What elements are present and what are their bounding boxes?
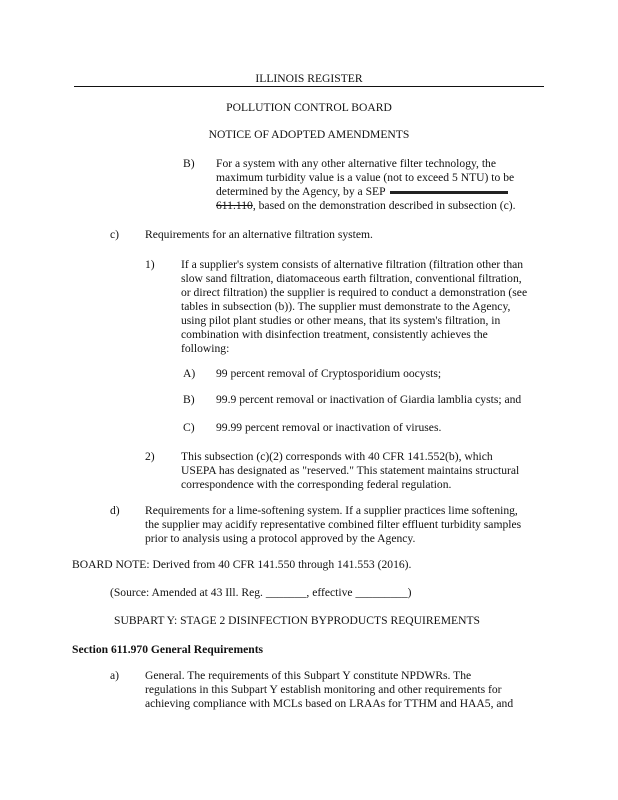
board-title: POLLUTION CONTROL BOARD <box>226 101 392 114</box>
d-line: prior to analysis using a protocol approved by the Agency. <box>145 532 416 545</box>
d-line: Requirements for a lime-softening system. If a supplier practices lime softening, <box>145 504 518 517</box>
c-item-text: Requirements for an alternative filtration system. <box>145 228 373 241</box>
c1-line: If a supplier's system consists of alternative filtration (filtration other than <box>181 258 524 271</box>
c1-item-a-text: 99 percent removal of Cryptosporidium oocysts; <box>216 367 442 380</box>
c2-line: correspondence with the corresponding federal regulation. <box>181 478 452 491</box>
a-line: achieving compliance with MCLs based on LRAAs for TTHM and HAA5, and <box>145 697 514 710</box>
struck-citation: 611.110 <box>216 199 253 212</box>
board-note <box>72 558 411 572</box>
d-item-text <box>145 504 521 546</box>
c2-label: 2) <box>145 450 155 463</box>
a-item-label: a) <box>110 669 120 682</box>
b-item-line4-rest: , based on the demonstration described in subsection (c). <box>252 199 516 212</box>
c1-item-c-text: 99.99 percent removal or inactivation of viruses. <box>216 421 442 434</box>
c1-line: slow sand filtration, diatomaceous earth filtration, conventional filtration, <box>181 272 522 285</box>
board-note-text: Derived from 40 CFR 141.550 through 141.553 (2016). <box>149 558 412 571</box>
c1-item-a-label: A) <box>183 367 196 380</box>
b-item-line <box>216 185 516 199</box>
subpart-heading: SUBPART Y: STAGE 2 DISINFECTION BYPRODUCTS REQUIREMENTS <box>114 614 480 627</box>
c2-line: This subsection (c)(2) corresponds with 40 CFR 141.552(b), which <box>181 450 493 463</box>
board-note-label: BOARD NOTE: <box>72 558 150 571</box>
source-line: (Source: Amended at 43 Ill. Reg. _______, effective _________) <box>110 586 412 599</box>
struck-text-redaction <box>390 191 508 194</box>
b-item-line3: determined by the Agency, by a SEP <box>216 185 386 198</box>
c1-line: following: <box>181 342 230 355</box>
c2-text <box>181 450 519 492</box>
d-item-label: d) <box>110 504 120 517</box>
notice-title: NOTICE OF ADOPTED AMENDMENTS <box>208 128 410 141</box>
b-item-line: For a system with any other alternative filter technology, the <box>216 157 496 170</box>
c1-item-b-text: 99.9 percent removal or inactivation of Giardia lamblia cysts; and <box>216 393 522 406</box>
c2-line: USEPA has designated as "reserved." This statement maintains structural <box>181 464 520 477</box>
c1-item-b-label: B) <box>183 393 195 406</box>
b-item-line: maximum turbidity value is a value (not to exceed 5 NTU) to be <box>216 171 515 184</box>
c1-item-c-label: C) <box>183 421 195 434</box>
register-title: ILLINOIS REGISTER <box>255 72 363 85</box>
c1-label: 1) <box>145 258 155 271</box>
c1-line: or direct filtration) the supplier is required to conduct a demonstration (see <box>181 286 528 299</box>
a-line: regulations in this Subpart Y establish monitoring and other requirements for <box>145 683 502 696</box>
c-item-label: c) <box>110 228 120 241</box>
b-item-line <box>216 199 516 213</box>
a-line: General. The requirements of this Subpart Y constitute NPDWRs. The <box>145 669 472 682</box>
c1-line: combination with disinfection treatment, consistently achieves the <box>181 328 488 341</box>
c1-line: using pilot plant studies or other means, that its system's filtration, in <box>181 314 501 327</box>
a-item-text <box>145 669 513 711</box>
b-item-text <box>216 157 516 213</box>
section-heading: Section 611.970 General Requirements <box>72 643 264 656</box>
d-line: the supplier may acidify representative combined filter effluent turbidity samples <box>145 518 522 531</box>
header-rule <box>74 86 544 87</box>
b-item-label: B) <box>183 157 195 170</box>
c1-line: tables in subsection (b)). The supplier must demonstrate to the Agency, <box>181 300 511 313</box>
c1-text <box>181 258 527 356</box>
